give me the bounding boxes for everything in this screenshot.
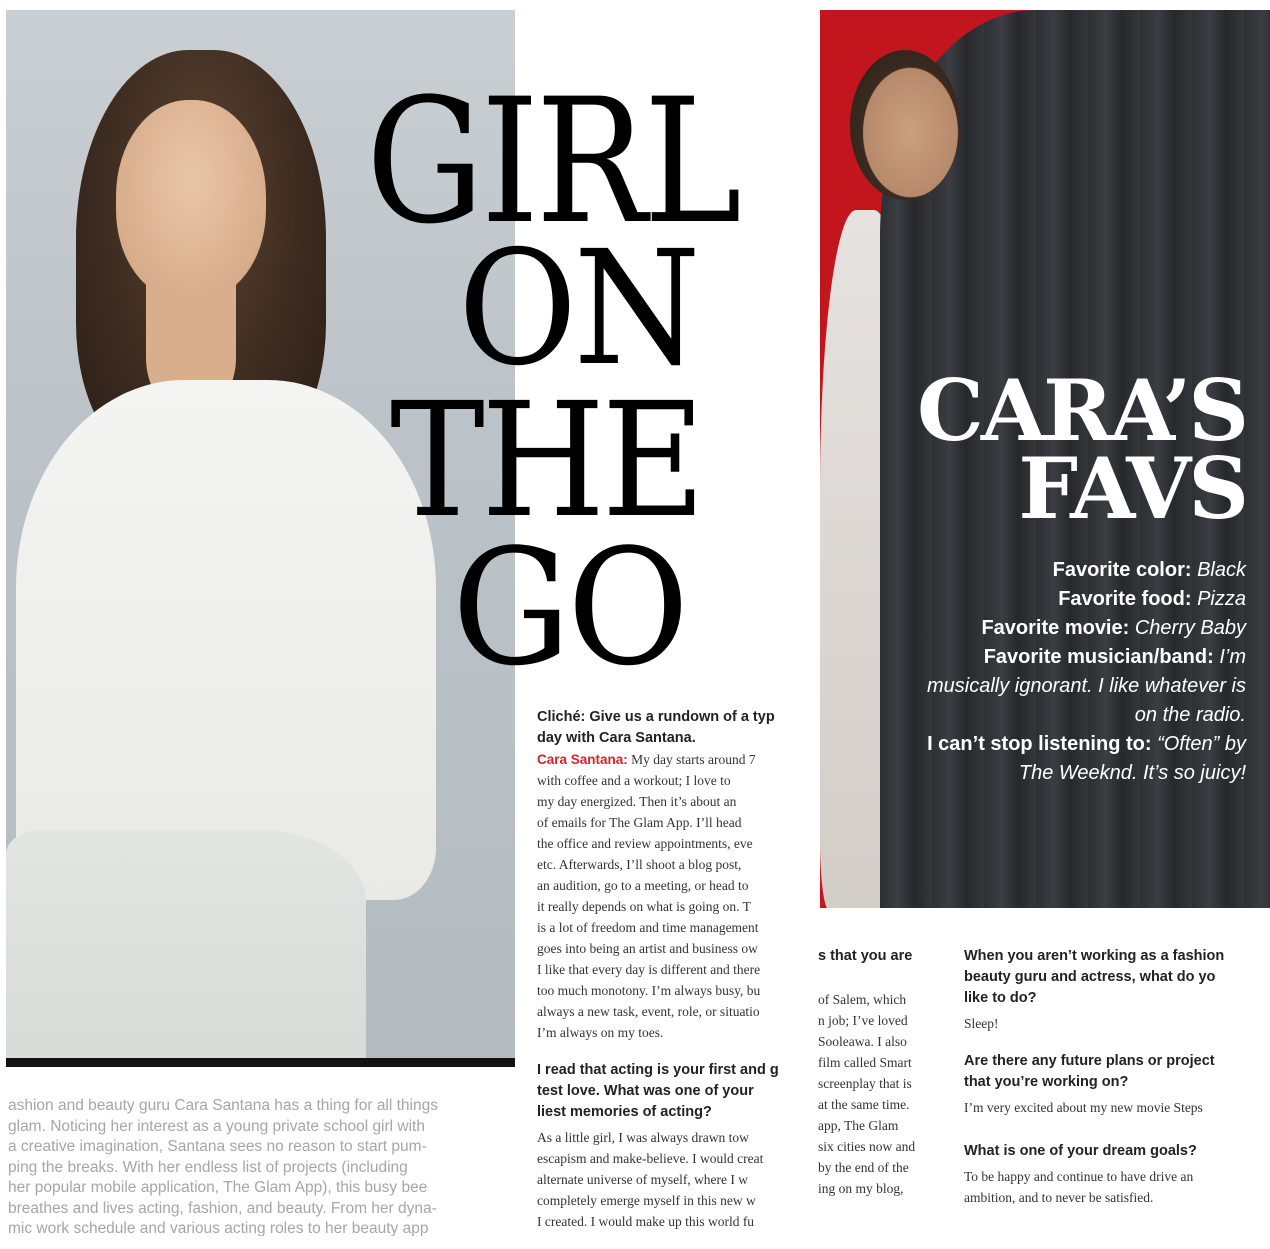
column-middle xyxy=(537,707,813,1247)
intro-line: mic work schedule and various acting roles to her beauty app xyxy=(8,1220,429,1236)
question: beauty guru and actress, what do yo xyxy=(964,969,1216,985)
answer-line: goes into being an artist and business ow xyxy=(537,941,758,956)
favs-heading-line: FAVS xyxy=(1018,439,1246,539)
photo-divider-rule xyxy=(6,1058,515,1067)
favs-heading-line: CARA’S xyxy=(917,361,1246,460)
fav-item xyxy=(916,643,1246,730)
answer-line: etc. Afterwards, I’ll shoot a blog post, xyxy=(537,857,742,872)
intro-line: a creative imagination, Santana sees no reason to start pum- xyxy=(8,1138,427,1155)
photo-head xyxy=(850,50,960,200)
answer-line: escapism and make-believe. I would creat xyxy=(537,1151,764,1166)
answer-line: Sleep! xyxy=(964,1016,999,1031)
photo-face xyxy=(116,100,266,300)
speaker-name: Cara Santana: xyxy=(537,752,628,767)
answer-line: too much monotony. I’m always busy, bu xyxy=(537,983,761,998)
intro-paragraph xyxy=(8,1096,518,1236)
answer-line: at the same time. xyxy=(818,1097,910,1112)
answer-text: My day starts around 7 xyxy=(627,752,756,767)
column-right xyxy=(964,946,1270,1246)
answer-line: film called Smart xyxy=(818,1055,912,1070)
answer-line: I’m always on my toes. xyxy=(537,1025,664,1040)
answer-line: ambition, and to never be satisfied. xyxy=(964,1190,1154,1205)
answer-line: my day energized. Then it’s about an xyxy=(537,794,737,809)
answer-line: of Salem, which xyxy=(818,992,907,1007)
answer-line: I’m very excited about my new movie Steps xyxy=(964,1100,1203,1115)
answer-line xyxy=(537,749,813,770)
photo-skirt xyxy=(6,830,366,1058)
intro-line: ping the breaks. With her endless list of projects (including xyxy=(8,1158,408,1176)
answer-line: is a lot of freedom and time management xyxy=(537,920,759,935)
intro-line: ashion and beauty guru Cara Santana has a thing for all things xyxy=(8,1097,438,1114)
photo-shirt xyxy=(16,380,436,900)
fav-item xyxy=(916,730,1246,788)
headline-line: GIRL xyxy=(366,61,739,262)
fav-label: Favorite color: xyxy=(1052,559,1192,581)
question: Are there any future plans or project xyxy=(964,1053,1215,1069)
fav-value: Pizza xyxy=(1197,588,1246,610)
question: day with Cara Santana. xyxy=(537,730,696,746)
intro-line: her popular mobile application, The Glam App), this busy bee xyxy=(8,1179,428,1196)
answer-line: As a little girl, I was always drawn tow xyxy=(537,1130,749,1145)
headline-line: GO xyxy=(452,514,686,701)
fav-value: I’m musically ignorant. I like whatever is on the radio. xyxy=(926,646,1246,726)
answer-line: by the end of the xyxy=(818,1160,909,1175)
fav-item xyxy=(916,614,1246,643)
favs-heading xyxy=(917,361,1246,539)
question: liest memories of acting? xyxy=(537,1104,712,1120)
question: like to do? xyxy=(964,990,1037,1006)
answer-line: completely emerge myself in this new w xyxy=(537,1193,756,1208)
answer-line: To be happy and continue to have drive an xyxy=(964,1169,1194,1184)
fav-value: “Often” by The Weeknd. It’s so juicy! xyxy=(1018,733,1246,784)
intro-line: breathes and lives acting, fashion, and beauty. From her dyna- xyxy=(8,1199,437,1217)
headline-line: ON xyxy=(458,217,698,401)
answer-line: I like that every day is different and there xyxy=(537,962,761,977)
question: s that you are xyxy=(818,948,913,964)
answer-line: app, The Glam xyxy=(818,1118,899,1133)
fav-label: Favorite movie: xyxy=(981,617,1130,639)
question: I read that acting is your first and g xyxy=(537,1062,779,1078)
answer-line: I created. I would make up this world fu xyxy=(537,1214,755,1229)
answer-line: the office and review appointments, eve xyxy=(537,836,753,851)
answer-line: of emails for The Glam App. I’ll head xyxy=(537,815,742,830)
fav-item xyxy=(916,585,1246,614)
fav-value: Cherry Baby xyxy=(1134,617,1246,639)
question: What is one of your dream goals? xyxy=(964,1143,1197,1159)
answer-line: six cities now and xyxy=(818,1139,916,1154)
answer-line: with coffee and a workout; I love to xyxy=(537,773,731,788)
answer-line: screenplay that is xyxy=(818,1076,912,1091)
question: When you aren’t working as a fashion xyxy=(964,948,1225,964)
fav-label: Favorite food: xyxy=(1058,588,1192,610)
question: Cliché: Give us a rundown of a typ xyxy=(537,709,775,725)
answer-line: n job; I’ve loved xyxy=(818,1013,908,1028)
answer-line: ing on my blog, xyxy=(818,1181,904,1196)
answer-line: an audition, go to a meeting, or head to xyxy=(537,878,749,893)
fav-label: I can’t stop listening to: xyxy=(927,733,1152,755)
question: that you’re working on? xyxy=(964,1074,1129,1090)
answer-line: alternate universe of myself, where I w xyxy=(537,1172,749,1187)
answer-line: it really depends on what is going on. T xyxy=(537,899,751,914)
favs-list xyxy=(916,556,1246,788)
intro-line: glam. Noticing her interest as a young private school girl with xyxy=(8,1117,425,1135)
answer-line: always a new task, event, role, or situatio xyxy=(537,1004,760,1019)
headline-line: THE xyxy=(390,369,702,553)
answer-line: Sooleawa. I also xyxy=(818,1034,907,1049)
question: test love. What was one of your xyxy=(537,1083,754,1099)
fav-item xyxy=(916,556,1246,585)
column-fragment xyxy=(818,946,942,1246)
fav-label: Favorite musician/band: xyxy=(983,646,1214,668)
fav-value: Black xyxy=(1197,559,1246,581)
